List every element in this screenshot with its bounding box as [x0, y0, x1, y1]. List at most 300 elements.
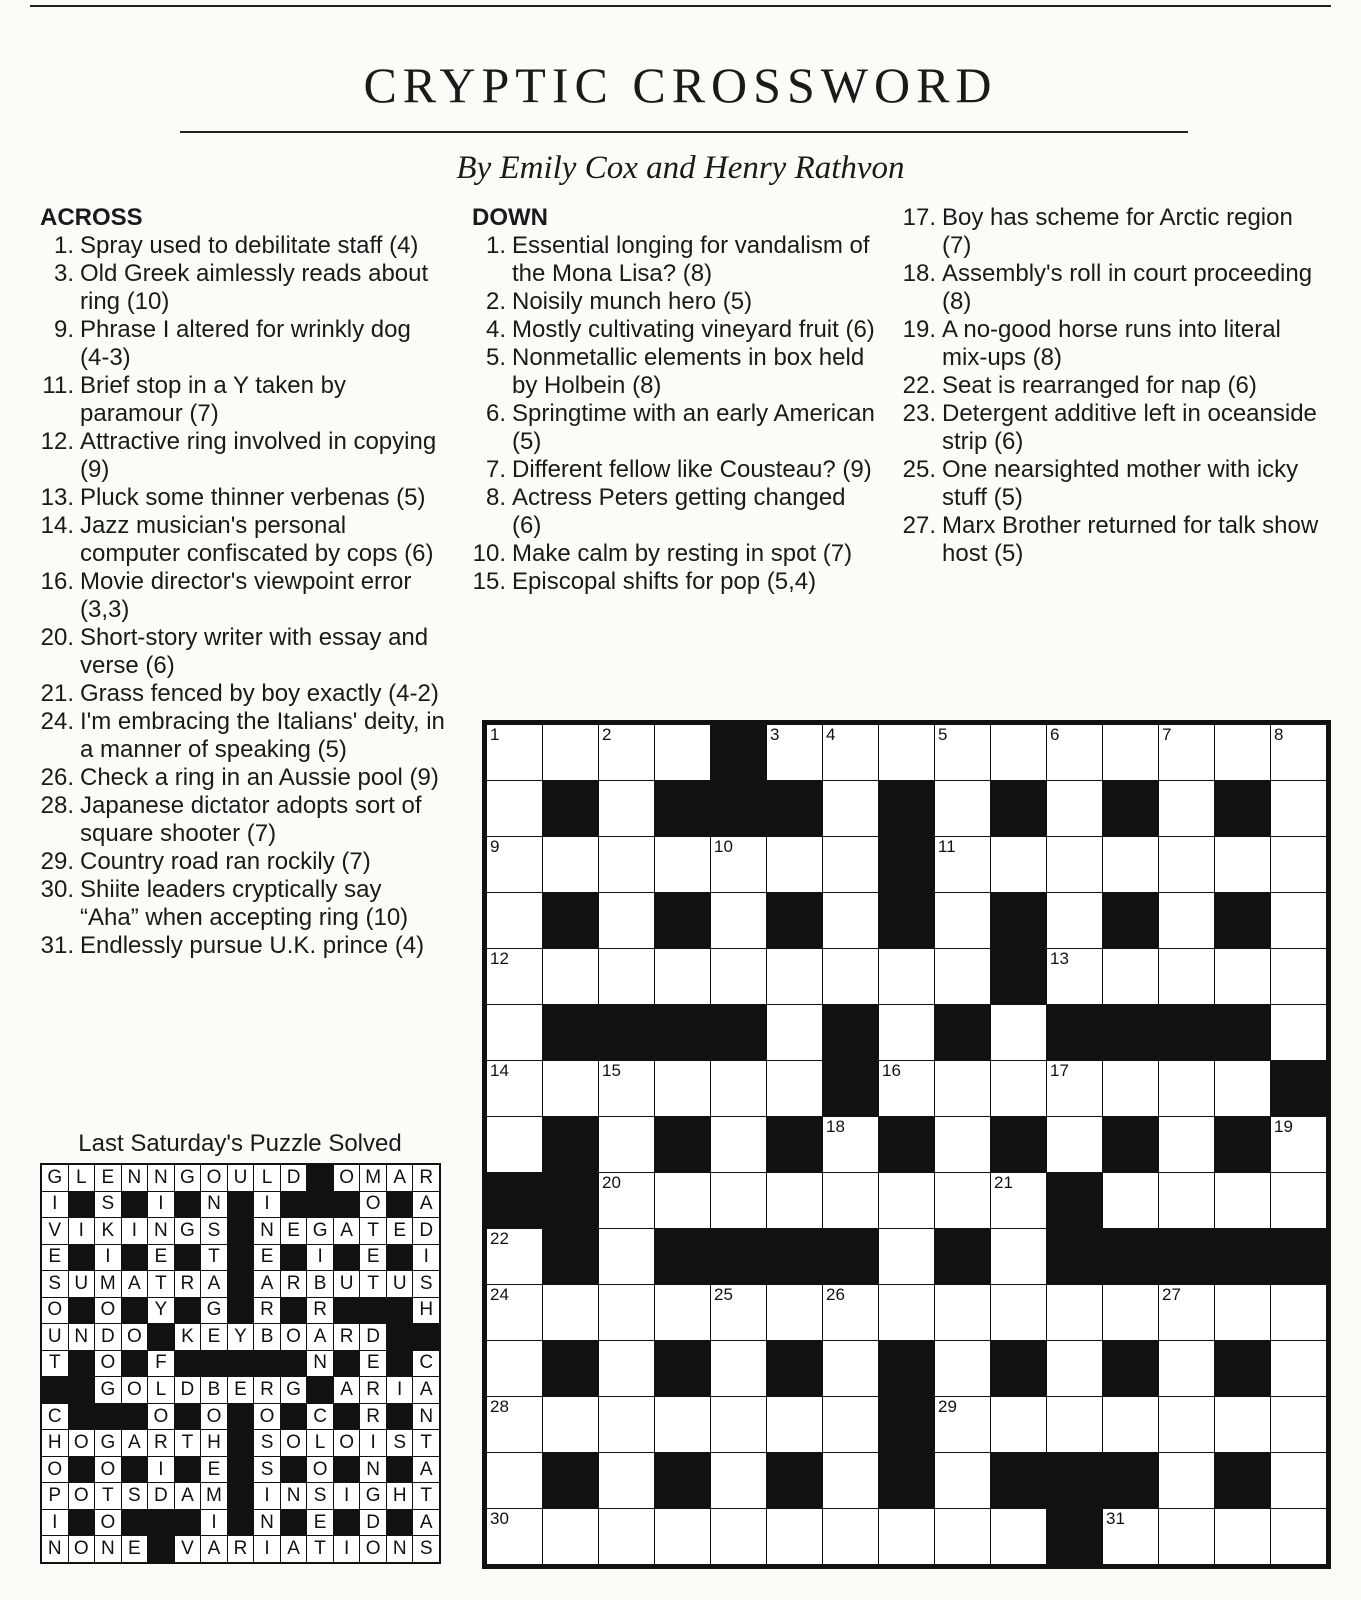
answer-cell[interactable] [1159, 949, 1214, 1004]
solved-black-square [201, 1351, 227, 1377]
answer-cell[interactable] [935, 837, 990, 892]
answer-cell[interactable] [823, 725, 878, 780]
solved-black-square [334, 1298, 360, 1324]
answer-cell[interactable] [1047, 1117, 1102, 1172]
answer-cell[interactable] [935, 1285, 990, 1340]
cell-number: 11 [938, 837, 956, 856]
clue-text: Old Greek aimlessly reads about ring (10) [80, 260, 429, 315]
solved-letter-cell: U [69, 1271, 95, 1297]
answer-cell[interactable] [599, 1117, 654, 1172]
solved-letter-cell: O [334, 1165, 360, 1191]
answer-cell[interactable] [599, 1453, 654, 1508]
cell-number: 24 [490, 1285, 509, 1304]
black-square [991, 1341, 1046, 1396]
solved-letter-cell: L [148, 1377, 174, 1403]
black-square [879, 1117, 934, 1172]
solved-black-square [281, 1192, 307, 1218]
answer-cell[interactable] [823, 781, 878, 836]
solved-letter-cell: A [334, 1377, 360, 1403]
answer-cell[interactable] [1047, 893, 1102, 948]
answer-cell[interactable] [1103, 1397, 1158, 1452]
answer-cell[interactable] [935, 1397, 990, 1452]
answer-cell[interactable] [991, 1509, 1046, 1564]
answer-cell[interactable] [711, 1509, 766, 1564]
solved-letter-cell: R [148, 1430, 174, 1456]
answer-cell[interactable] [823, 1117, 878, 1172]
answer-cell[interactable] [487, 781, 542, 836]
answer-cell[interactable] [487, 725, 542, 780]
answer-cell[interactable] [879, 725, 934, 780]
answer-cell[interactable] [1271, 949, 1326, 1004]
answer-cell[interactable] [1271, 1005, 1326, 1060]
answer-cell[interactable] [487, 837, 542, 892]
solved-black-square [387, 1298, 413, 1324]
black-square [1215, 781, 1270, 836]
answer-cell[interactable] [767, 1397, 822, 1452]
solved-letter-cell: R [281, 1271, 307, 1297]
answer-cell[interactable] [599, 1061, 654, 1116]
clue-text: Grass fenced by boy exactly (4-2) [80, 680, 439, 707]
answer-cell[interactable] [1215, 1061, 1270, 1116]
answer-cell[interactable] [1271, 781, 1326, 836]
answer-cell[interactable] [599, 725, 654, 780]
solved-letter-cell: D [175, 1377, 201, 1403]
solved-black-square [228, 1510, 254, 1536]
answer-cell[interactable] [767, 949, 822, 1004]
answer-cell[interactable] [1271, 837, 1326, 892]
solved-black-square [334, 1351, 360, 1377]
clue-number: 28. [40, 792, 74, 819]
answer-cell[interactable] [823, 1453, 878, 1508]
cell-number: 17 [1050, 1061, 1069, 1080]
answer-cell[interactable] [935, 1341, 990, 1396]
answer-cell[interactable] [1103, 949, 1158, 1004]
answer-cell[interactable] [543, 1509, 598, 1564]
solved-letter-cell: I [413, 1245, 439, 1271]
solved-black-square [281, 1404, 307, 1430]
answer-cell[interactable] [487, 1061, 542, 1116]
answer-cell[interactable] [1271, 1453, 1326, 1508]
answer-cell[interactable] [599, 1285, 654, 1340]
solved-letter-cell: A [175, 1483, 201, 1509]
answer-cell[interactable] [599, 1229, 654, 1284]
solved-letter-cell: T [95, 1483, 121, 1509]
solved-black-square [228, 1351, 254, 1377]
answer-cell[interactable] [1159, 1453, 1214, 1508]
answer-cell[interactable] [1159, 1173, 1214, 1228]
answer-cell[interactable] [991, 725, 1046, 780]
solved-letter-cell: O [201, 1165, 227, 1191]
solved-letter-cell: H [201, 1430, 227, 1456]
answer-cell[interactable] [1159, 1509, 1214, 1564]
answer-cell[interactable] [487, 1117, 542, 1172]
answer-cell[interactable] [823, 893, 878, 948]
answer-cell[interactable] [823, 1173, 878, 1228]
solved-black-square [228, 1192, 254, 1218]
answer-cell[interactable] [487, 1509, 542, 1564]
solved-letter-cell: S [254, 1430, 280, 1456]
answer-cell[interactable] [711, 949, 766, 1004]
solved-letter-cell: E [201, 1324, 227, 1350]
answer-cell[interactable] [991, 1173, 1046, 1228]
clue-item [472, 484, 877, 540]
answer-cell[interactable] [991, 1061, 1046, 1116]
answer-cell[interactable] [1159, 837, 1214, 892]
cell-number: 28 [490, 1397, 509, 1416]
solved-letter-cell: E [95, 1165, 121, 1191]
answer-cell[interactable] [1103, 725, 1158, 780]
solved-black-square [387, 1245, 413, 1271]
answer-cell[interactable] [543, 1285, 598, 1340]
cell-number: 22 [490, 1229, 509, 1248]
answer-cell[interactable] [543, 725, 598, 780]
answer-cell[interactable] [935, 1117, 990, 1172]
answer-cell[interactable] [599, 893, 654, 948]
answer-cell[interactable] [935, 1453, 990, 1508]
answer-cell[interactable] [599, 949, 654, 1004]
answer-cell[interactable] [1159, 1341, 1214, 1396]
answer-cell[interactable] [655, 1061, 710, 1116]
answer-cell[interactable] [1271, 1173, 1326, 1228]
solved-letter-cell: V [42, 1218, 68, 1244]
answer-cell[interactable] [935, 893, 990, 948]
answer-cell[interactable] [711, 1341, 766, 1396]
solved-black-square [228, 1404, 254, 1430]
answer-cell[interactable] [823, 837, 878, 892]
answer-cell[interactable] [655, 1397, 710, 1452]
black-square [1103, 893, 1158, 948]
answer-cell[interactable] [1159, 1117, 1214, 1172]
solved-letter-cell: U [42, 1324, 68, 1350]
answer-cell[interactable] [711, 1117, 766, 1172]
answer-cell[interactable] [1215, 1509, 1270, 1564]
solved-letter-cell: O [69, 1430, 95, 1456]
solved-letter-cell: I [42, 1192, 68, 1218]
answer-cell[interactable] [1271, 1117, 1326, 1172]
solved-letter-cell: T [307, 1536, 333, 1562]
answer-cell[interactable] [767, 1061, 822, 1116]
answer-cell[interactable] [1271, 725, 1326, 780]
answer-cell[interactable] [711, 1173, 766, 1228]
solved-puzzle-grid [40, 1163, 441, 1564]
answer-cell[interactable] [1047, 837, 1102, 892]
black-square [1215, 1005, 1270, 1060]
answer-cell[interactable] [1215, 837, 1270, 892]
answer-cell[interactable] [1103, 837, 1158, 892]
answer-cell[interactable] [823, 1341, 878, 1396]
answer-cell[interactable] [487, 893, 542, 948]
answer-cell[interactable] [879, 1509, 934, 1564]
solved-black-square [148, 1324, 174, 1350]
solved-letter-cell: I [254, 1483, 280, 1509]
answer-cell[interactable] [1103, 1285, 1158, 1340]
solved-letter-cell: L [307, 1430, 333, 1456]
answer-cell[interactable] [935, 949, 990, 1004]
answer-cell[interactable] [487, 1005, 542, 1060]
clue-text: Movie director's viewpoint error (3,3) [80, 568, 412, 623]
solved-letter-cell: U [387, 1271, 413, 1297]
byline: By Emily Cox and Henry Rathvon [456, 150, 905, 186]
solved-black-square [281, 1510, 307, 1536]
black-square [1047, 1005, 1102, 1060]
clue-number: 4. [485, 316, 506, 343]
clue-text: Short-story writer with essay and verse (6) [80, 624, 429, 679]
solved-black-square [413, 1324, 439, 1350]
solved-letter-cell: I [334, 1536, 360, 1562]
answer-cell[interactable] [487, 1285, 542, 1340]
answer-cell[interactable] [543, 1061, 598, 1116]
answer-cell[interactable] [1271, 1509, 1326, 1564]
answer-cell[interactable] [991, 1229, 1046, 1284]
answer-cell[interactable] [1159, 893, 1214, 948]
answer-cell[interactable] [1215, 949, 1270, 1004]
answer-cell[interactable] [767, 725, 822, 780]
solved-letter-cell: T [413, 1483, 439, 1509]
cell-number: 30 [490, 1509, 509, 1528]
solved-letter-cell: N [69, 1324, 95, 1350]
answer-cell[interactable] [1103, 1061, 1158, 1116]
solved-letter-cell: O [281, 1430, 307, 1456]
clue-text: Essential longing for vandalism of the Mona Lisa? (8) [512, 232, 870, 287]
solved-letter-cell: N [281, 1483, 307, 1509]
clue-number: 10. [472, 540, 506, 567]
black-square [1103, 1229, 1158, 1284]
clue-number: 21. [40, 680, 74, 707]
answer-cell[interactable] [1159, 725, 1214, 780]
clue-item [472, 316, 877, 344]
cell-number: 18 [826, 1117, 845, 1136]
answer-cell[interactable] [543, 837, 598, 892]
solved-puzzle-title: Last Saturday's Puzzle Solved [78, 1130, 402, 1157]
answer-cell[interactable] [1215, 725, 1270, 780]
black-square [767, 1341, 822, 1396]
solved-letter-cell: D [360, 1324, 386, 1350]
answer-cell[interactable] [935, 725, 990, 780]
answer-cell[interactable] [711, 1397, 766, 1452]
answer-cell[interactable] [1103, 1509, 1158, 1564]
solved-black-square [307, 1377, 333, 1403]
solved-letter-cell: Y [148, 1298, 174, 1324]
solved-letter-cell: A [201, 1536, 227, 1562]
answer-cell[interactable] [599, 837, 654, 892]
answer-cell[interactable] [655, 725, 710, 780]
black-square [991, 893, 1046, 948]
answer-cell[interactable] [991, 1285, 1046, 1340]
answer-cell[interactable] [879, 1061, 934, 1116]
answer-cell[interactable] [879, 1173, 934, 1228]
solved-letter-cell: C [413, 1351, 439, 1377]
answer-cell[interactable] [1047, 1061, 1102, 1116]
answer-cell[interactable] [599, 1397, 654, 1452]
solved-letter-cell: D [360, 1510, 386, 1536]
answer-cell[interactable] [767, 1005, 822, 1060]
answer-cell[interactable] [991, 1005, 1046, 1060]
answer-cell[interactable] [1047, 1285, 1102, 1340]
clue-text: Attractive ring involved in copying (9) [80, 428, 437, 483]
answer-cell[interactable] [655, 1173, 710, 1228]
answer-cell[interactable] [767, 1173, 822, 1228]
answer-cell[interactable] [1103, 1173, 1158, 1228]
black-square [823, 1229, 878, 1284]
black-square [1215, 1341, 1270, 1396]
solved-letter-cell: Y [228, 1324, 254, 1350]
solved-letter-cell: I [69, 1218, 95, 1244]
clue-text: Springtime with an early American (5) [512, 400, 875, 455]
answer-cell[interactable] [655, 1285, 710, 1340]
answer-cell[interactable] [711, 1285, 766, 1340]
solved-letter-cell: R [175, 1271, 201, 1297]
black-square [879, 1341, 934, 1396]
answer-cell[interactable] [487, 1229, 542, 1284]
solved-letter-cell: I [387, 1377, 413, 1403]
answer-cell[interactable] [1159, 1397, 1214, 1452]
answer-cell[interactable] [823, 1285, 878, 1340]
solved-letter-cell: S [413, 1536, 439, 1562]
solved-letter-cell: A [307, 1324, 333, 1350]
clue-number: 27. [902, 512, 936, 539]
answer-cell[interactable] [487, 949, 542, 1004]
answer-cell[interactable] [599, 1173, 654, 1228]
answer-cell[interactable] [1047, 1397, 1102, 1452]
answer-cell[interactable] [1215, 1173, 1270, 1228]
solved-black-square [122, 1298, 148, 1324]
solved-letter-cell: E [307, 1510, 333, 1536]
across-clues [40, 204, 445, 960]
answer-cell[interactable] [823, 1509, 878, 1564]
answer-cell[interactable] [1215, 1285, 1270, 1340]
answer-cell[interactable] [1271, 1397, 1326, 1452]
black-square [991, 1453, 1046, 1508]
clue-text: Spray used to debilitate staff (4) [80, 232, 419, 259]
answer-cell[interactable] [1271, 1285, 1326, 1340]
black-square [543, 1453, 598, 1508]
answer-cell[interactable] [599, 1509, 654, 1564]
solved-letter-cell: L [254, 1165, 280, 1191]
clue-item [902, 400, 1322, 456]
cell-number: 13 [1050, 949, 1069, 968]
clue-number: 16. [40, 568, 74, 595]
solved-letter-cell: T [360, 1218, 386, 1244]
black-square [767, 1117, 822, 1172]
answer-cell[interactable] [767, 837, 822, 892]
answer-cell[interactable] [1047, 949, 1102, 1004]
solved-black-square [175, 1457, 201, 1483]
clue-text: Endlessly pursue U.K. prince (4) [80, 932, 425, 959]
answer-cell[interactable] [599, 781, 654, 836]
solved-letter-cell: O [281, 1324, 307, 1350]
answer-cell[interactable] [879, 949, 934, 1004]
clue-item [40, 428, 445, 484]
answer-cell[interactable] [711, 1061, 766, 1116]
solved-black-square [334, 1192, 360, 1218]
answer-cell[interactable] [823, 949, 878, 1004]
solved-letter-cell: A [413, 1192, 439, 1218]
answer-cell[interactable] [1271, 893, 1326, 948]
answer-cell[interactable] [655, 1509, 710, 1564]
answer-cell[interactable] [599, 1341, 654, 1396]
answer-cell[interactable] [1271, 1341, 1326, 1396]
solved-letter-cell: O [69, 1536, 95, 1562]
clue-item [40, 932, 445, 960]
answer-cell[interactable] [1047, 781, 1102, 836]
cell-number: 20 [602, 1173, 621, 1192]
solved-black-square [148, 1510, 174, 1536]
answer-cell[interactable] [879, 1005, 934, 1060]
cell-number: 2 [602, 725, 612, 744]
answer-cell[interactable] [767, 1285, 822, 1340]
solved-letter-cell: E [387, 1218, 413, 1244]
solved-letter-cell: O [95, 1298, 121, 1324]
answer-cell[interactable] [655, 949, 710, 1004]
answer-cell[interactable] [1215, 1397, 1270, 1452]
solved-letter-cell: U [334, 1271, 360, 1297]
answer-cell[interactable] [1159, 781, 1214, 836]
answer-cell[interactable] [711, 893, 766, 948]
clue-text: Japanese dictator adopts sort of square shooter (7) [80, 792, 422, 847]
solved-letter-cell: O [201, 1404, 227, 1430]
solved-black-square [69, 1377, 95, 1403]
answer-cell[interactable] [1159, 1285, 1214, 1340]
solved-letter-cell: R [360, 1404, 386, 1430]
solved-black-square [175, 1245, 201, 1271]
answer-cell[interactable] [1159, 1061, 1214, 1116]
answer-cell[interactable] [935, 1173, 990, 1228]
answer-cell[interactable] [935, 781, 990, 836]
solved-letter-cell: O [42, 1298, 68, 1324]
solved-black-square [228, 1245, 254, 1271]
solved-black-square [228, 1483, 254, 1509]
clue-number: 24. [40, 708, 74, 735]
cell-number: 29 [938, 1397, 957, 1416]
solved-letter-cell: G [360, 1483, 386, 1509]
answer-cell[interactable] [543, 1397, 598, 1452]
answer-cell[interactable] [711, 1453, 766, 1508]
clue-text: I'm embracing the Italians' deity, in a manner of speaking (5) [80, 708, 445, 763]
answer-cell[interactable] [935, 1509, 990, 1564]
answer-cell[interactable] [991, 1397, 1046, 1452]
black-square [655, 893, 710, 948]
answer-cell[interactable] [487, 1341, 542, 1396]
solved-letter-cell: E [360, 1245, 386, 1271]
answer-cell[interactable] [487, 1453, 542, 1508]
answer-cell[interactable] [991, 837, 1046, 892]
clue-number: 1. [485, 232, 506, 259]
answer-cell[interactable] [655, 837, 710, 892]
answer-cell[interactable] [1047, 1341, 1102, 1396]
answer-cell[interactable] [543, 949, 598, 1004]
clue-text: Detergent additive left in oceanside strip (6) [942, 400, 1317, 455]
solved-letter-cell: I [334, 1483, 360, 1509]
black-square [879, 1397, 934, 1452]
title-rule [180, 131, 1188, 133]
answer-cell[interactable] [879, 1285, 934, 1340]
solved-letter-cell: I [254, 1192, 280, 1218]
black-square [711, 1005, 766, 1060]
solved-letter-cell: T [175, 1430, 201, 1456]
solved-black-square [387, 1351, 413, 1377]
clue-item [40, 316, 445, 372]
answer-cell[interactable] [935, 1061, 990, 1116]
answer-cell[interactable] [1047, 725, 1102, 780]
solved-letter-cell: G [42, 1165, 68, 1191]
answer-cell[interactable] [711, 837, 766, 892]
clue-text: Phrase I altered for wrinkly dog (4-3) [80, 316, 411, 371]
solved-letter-cell: S [122, 1483, 148, 1509]
answer-cell[interactable] [879, 1229, 934, 1284]
answer-cell[interactable] [767, 1509, 822, 1564]
answer-cell[interactable] [487, 1397, 542, 1452]
answer-cell[interactable] [823, 1397, 878, 1452]
